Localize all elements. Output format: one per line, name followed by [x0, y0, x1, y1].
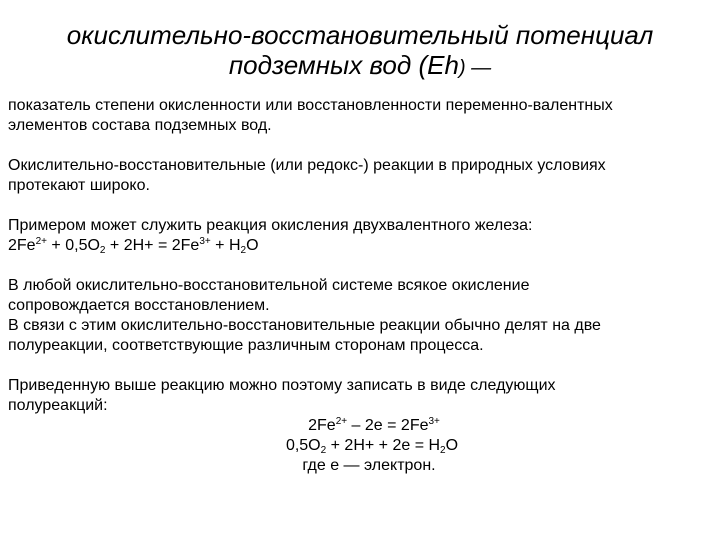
paragraph-line: показатель степени окисленности или восстановленности переменно-валентных: [8, 97, 613, 114]
paragraph-example: [8, 216, 708, 256]
eq-subscript: 2: [99, 245, 106, 256]
paragraph-line: сопровождается восстановлением.: [8, 297, 270, 314]
title-line-1: окислительно-восстановительный потенциал: [66, 20, 654, 50]
paragraph-oxidation-reduction: [8, 276, 708, 356]
eq-part: + 2H+ = 2Fe: [105, 237, 200, 254]
eq-part: 0,5O: [285, 437, 321, 454]
eq-part: 2Fe: [8, 237, 36, 254]
paragraph-line: полуреакций:: [8, 397, 108, 414]
eq-part: – 2e = 2Fe: [347, 417, 429, 434]
eq-subscript: 2: [320, 445, 327, 456]
eq-part: + 0,5O: [46, 237, 100, 254]
paragraph-line: полуреакции, соответствующие различным сторонам процесса.: [8, 337, 484, 354]
eq-part: + 2H+ + 2e = H: [326, 437, 441, 454]
paragraph-line: Окислительно-восстановительные (или редокс-) реакции в природных условиях: [8, 157, 606, 174]
reaction-equation: [8, 236, 708, 256]
title-line-2: [20, 50, 700, 83]
paragraph-line: элементов состава подземных вод.: [8, 117, 272, 134]
eq-superscript: 2+: [35, 236, 47, 247]
slide-body: [8, 96, 708, 476]
paragraph-definition: [8, 96, 708, 136]
eq-part: O: [246, 237, 259, 254]
eq-part: 2Fe: [308, 417, 336, 434]
eq-superscript: 2+: [335, 416, 348, 427]
paragraph-redox-reactions: [8, 156, 708, 196]
paragraph-line: В связи с этим окислительно-восстановительные реакции обычно делят на две: [8, 317, 601, 334]
slide-title: [20, 20, 700, 83]
title-line-2-tail: ) —: [458, 57, 492, 79]
eq-subscript: 2: [440, 445, 446, 456]
half-reaction-2: [8, 436, 708, 456]
eq-part: O: [445, 437, 459, 454]
paragraph-line: Примером может служить реакция окисления двухвалентного железа:: [8, 217, 533, 234]
electron-note: где e — электрон.: [302, 457, 436, 474]
eq-subscript: 2: [240, 245, 247, 256]
half-reaction-1: [8, 416, 708, 436]
eq-part: + H: [210, 237, 241, 254]
paragraph-line: В любой окислительно-восстановительной системе всякое окисление: [8, 277, 530, 294]
paragraph-line: Приведенную выше реакцию можно поэтому записать в виде следующих: [8, 377, 556, 394]
paragraph-half-reactions: [8, 376, 708, 476]
eq-superscript: 3+: [199, 236, 211, 247]
title-line-2-main: подземных вод (Eh: [228, 50, 459, 80]
paragraph-line: протекают широко.: [8, 177, 150, 194]
eq-superscript: 3+: [428, 416, 440, 427]
